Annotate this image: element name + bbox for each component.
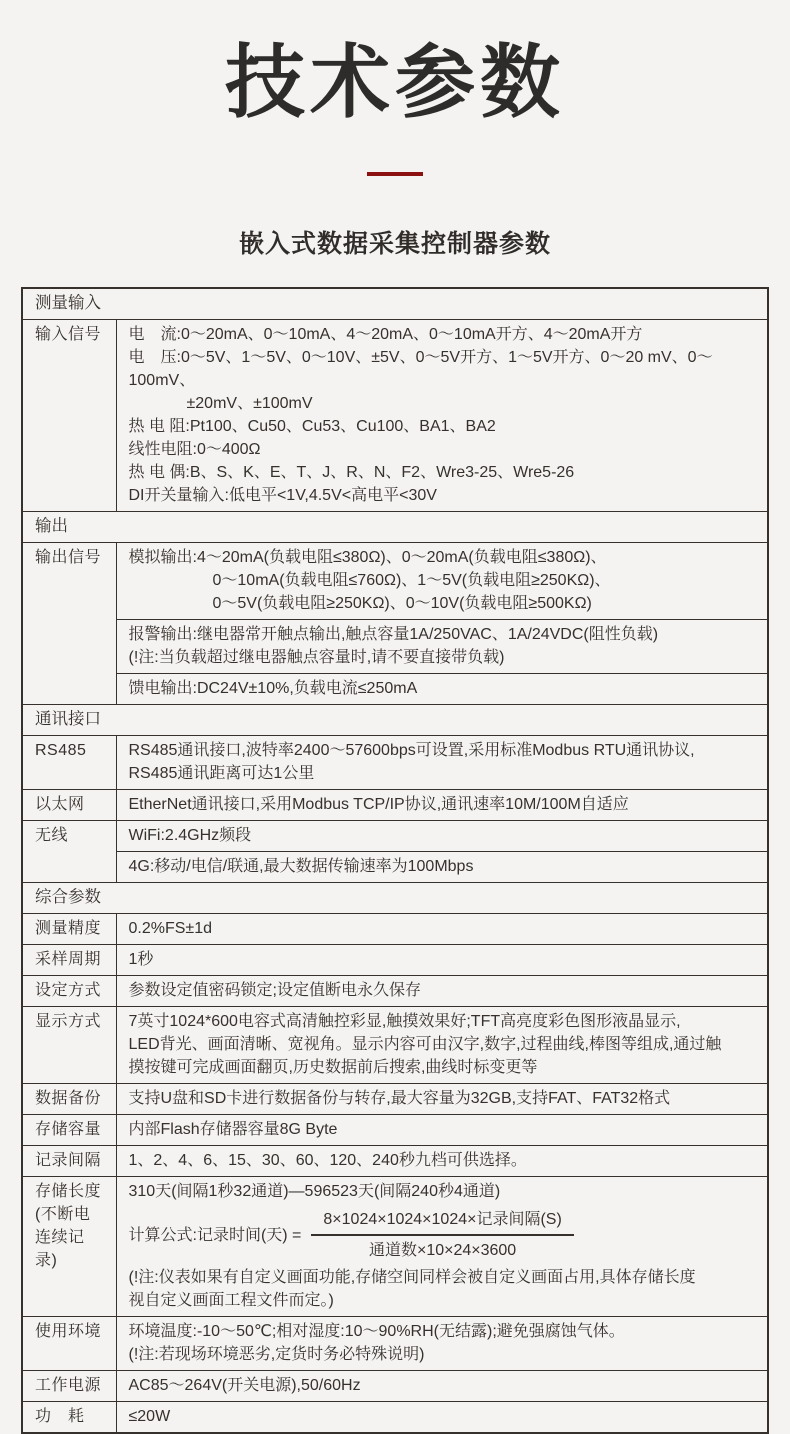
value-wifi: WiFi:2.4GHz频段 [116, 821, 768, 852]
section-row-measurement-input [22, 288, 768, 320]
input-signal-thermocouple: 热 电 偶:B、S、K、E、T、J、R、N、F2、Wre3-25、Wre5-26 [128, 464, 575, 482]
formula-numerator: 8×1024×1024×1024×记录间隔(S) [311, 1208, 573, 1236]
row-storage-length [22, 1177, 768, 1317]
value-ethernet: EtherNet通讯接口,采用Modbus TCP/IP协议,通讯速率10M/100M自适应 [116, 790, 768, 821]
input-signal-current: 电 流:0～20mA、0～10mA、4～20mA、0～10mA开方、4～20mA开方 [128, 326, 643, 344]
storage-length-label-line1: 存储长度 [35, 1183, 102, 1201]
row-storage-capacity [22, 1115, 768, 1146]
label-accuracy: 测量精度 [22, 914, 116, 945]
label-rs485: RS485 [22, 736, 116, 790]
formula-denominator: 通道数×10×24×3600 [368, 1242, 517, 1260]
label-record-interval: 记录间隔 [22, 1146, 116, 1177]
input-signal-linear-resistance: 线性电阻:0～400Ω [128, 441, 261, 459]
value-sampling-period: 1秒 [116, 945, 768, 976]
section-header-general: 综合参数 [22, 883, 768, 914]
row-rs485 [22, 736, 768, 790]
storage-length-label-line3: 连续记录) [35, 1229, 85, 1270]
input-signal-voltage-cont: ±20mV、±100mV [186, 395, 313, 413]
value-storage-length [116, 1177, 768, 1317]
label-wireless: 无线 [22, 821, 116, 883]
label-storage-length [22, 1177, 116, 1317]
storage-length-range: 310天(间隔1秒32通道)—596523天(间隔240秒4通道) [128, 1183, 501, 1201]
row-output-feed [22, 674, 768, 705]
label-power-consumption: 功 耗 [22, 1402, 116, 1434]
label-output-signal: 输出信号 [22, 543, 116, 705]
row-setting-mode [22, 976, 768, 1007]
rs485-line2: RS485通讯距离可达1公里 [128, 765, 315, 783]
row-ethernet [22, 790, 768, 821]
spec-table [21, 287, 769, 1434]
input-signal-rtd: 热 电 阻:Pt100、Cu50、Cu53、Cu100、BA1、BA2 [128, 418, 496, 436]
label-environment: 使用环境 [22, 1317, 116, 1371]
display-line2: LED背光、画面清晰、宽视角。显示内容可由汉字,数字,过程曲线,棒图等组成,通过触 [128, 1036, 722, 1054]
label-input-signal: 输入信号 [22, 320, 116, 512]
value-accuracy: 0.2%FS±1d [116, 914, 768, 945]
label-setting-mode: 设定方式 [22, 976, 116, 1007]
title-accent-divider [367, 172, 423, 176]
environment-line1: 环境温度:-10～50℃;相对湿度:10～90%RH(无结露);避免强腐蚀气体。 [128, 1323, 625, 1341]
display-line1: 7英寸1024*600电容式高清触控彩显,触摸效果好;TFT高亮度彩色图形液晶显示, [128, 1013, 681, 1031]
row-data-backup [22, 1084, 768, 1115]
row-display-mode [22, 1007, 768, 1084]
alarm-output-note: (!注:当负载超过继电器触点容量时,请不要直接带负载) [128, 649, 505, 667]
section-row-communication [22, 705, 768, 736]
storage-length-note-line1: (!注:仪表如果有自定义画面功能,存储空间同样会被自定义画面占用,具体存储长度 [128, 1269, 696, 1287]
display-line3: 摸按键可完成画面翻页,历史数据前后搜索,曲线时标变更等 [128, 1059, 538, 1077]
row-accuracy [22, 914, 768, 945]
value-4g: 4G:移动/电信/联通,最大数据传输速率为100Mbps [116, 852, 768, 883]
value-power-supply: AC85～264V(开关电源),50/60Hz [116, 1371, 768, 1402]
value-setting-mode: 参数设定值密码锁定;设定值断电永久保存 [116, 976, 768, 1007]
value-data-backup: 支持U盘和SD卡进行数据备份与转存,最大容量为32GB,支持FAT、FAT32格式 [116, 1084, 768, 1115]
label-sampling-period: 采样周期 [22, 945, 116, 976]
label-power-supply: 工作电源 [22, 1371, 116, 1402]
storage-length-formula [129, 1208, 758, 1262]
row-sampling-period [22, 945, 768, 976]
label-storage-capacity: 存储容量 [22, 1115, 116, 1146]
row-record-interval [22, 1146, 768, 1177]
storage-length-note-line2: 视自定义画面工程文件而定。) [128, 1292, 334, 1310]
value-analog-output [116, 543, 768, 620]
row-power-supply [22, 1371, 768, 1402]
alarm-output-line1: 报警输出:继电器常开触点输出,触点容量1A/250VAC、1A/24VDC(阻性负载) [128, 626, 659, 644]
formula-fraction [311, 1208, 573, 1262]
label-data-backup: 数据备份 [22, 1084, 116, 1115]
analog-output-line1: 模拟输出:4～20mA(负载电阻≤380Ω)、0～20mA(负载电阻≤380Ω)、 [128, 549, 607, 567]
value-record-interval: 1、2、4、6、15、30、60、120、240秒九档可供选择。 [116, 1146, 768, 1177]
row-environment [22, 1317, 768, 1371]
value-storage-capacity: 内部Flash存储器容量8G Byte [116, 1115, 768, 1146]
value-rs485 [116, 736, 768, 790]
section-header-communication: 通讯接口 [22, 705, 768, 736]
value-power-consumption: ≤20W [116, 1402, 768, 1434]
input-signal-voltage: 电 压:0～5V、1～5V、0～10V、±5V、0～5V开方、1～5V开方、0～20 mV、0～100mV、 [128, 349, 713, 390]
label-ethernet: 以太网 [22, 790, 116, 821]
row-output-alarm [22, 620, 768, 674]
row-wireless-wifi [22, 821, 768, 852]
section-row-output [22, 512, 768, 543]
value-input-signal [116, 320, 768, 512]
row-power-consumption [22, 1402, 768, 1434]
row-wireless-4g [22, 852, 768, 883]
section-header-measurement-input: 测量输入 [22, 288, 768, 320]
environment-line2: (!注:若现场环境恶劣,定货时务必特殊说明) [128, 1346, 425, 1364]
section-header-output: 输出 [22, 512, 768, 543]
page-title: 技术参数 [225, 38, 565, 127]
formula-prefix: 计算公式:记录时间(天) = [128, 1226, 302, 1244]
rs485-line1: RS485通讯接口,波特率2400～57600bps可设置,采用标准Modbus RTU通讯协议, [128, 742, 695, 760]
label-display-mode: 显示方式 [22, 1007, 116, 1084]
value-environment [116, 1317, 768, 1371]
value-alarm-output [116, 620, 768, 674]
value-feed-output: 馈电输出:DC24V±10%,负载电流≤250mA [116, 674, 768, 705]
storage-length-label-line2: (不断电 [35, 1206, 91, 1224]
input-signal-di: DI开关量输入:低电平<1V,4.5V<高电平<30V [128, 487, 437, 505]
row-output-analog [22, 543, 768, 620]
value-display-mode [116, 1007, 768, 1084]
analog-output-line3: 0～5V(负载电阻≥250KΩ)、0～10V(负载电阻≥500KΩ) [212, 595, 592, 613]
analog-output-line2: 0～10mA(负载电阻≤760Ω)、1～5V(负载电阻≥250KΩ)、 [212, 572, 611, 590]
section-row-general [22, 883, 768, 914]
page-subtitle: 嵌入式数据采集控制器参数 [238, 230, 551, 259]
row-input-signal [22, 320, 768, 512]
